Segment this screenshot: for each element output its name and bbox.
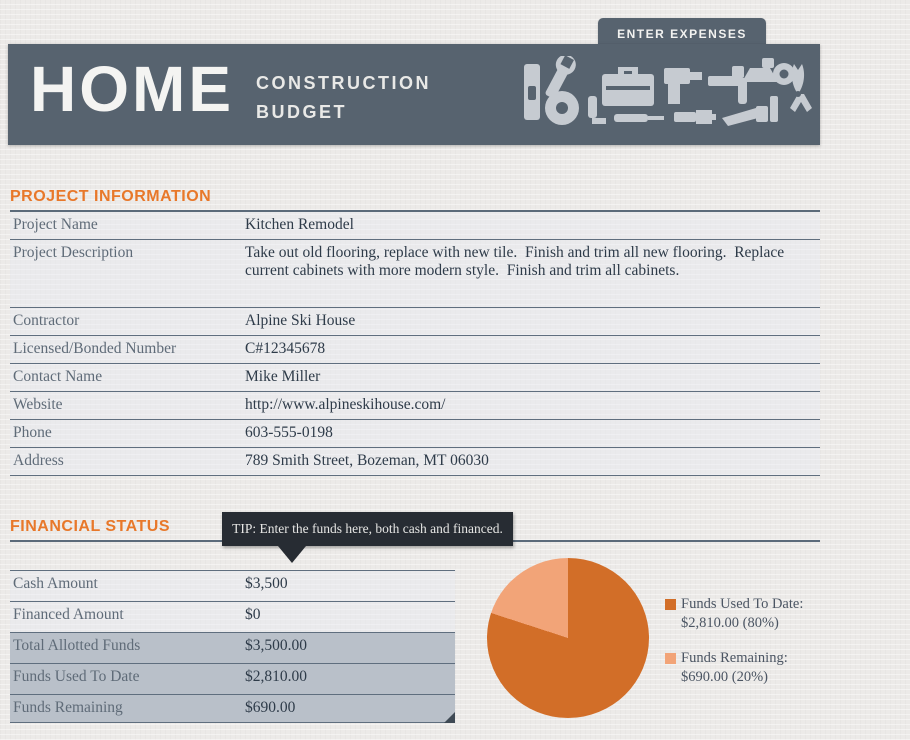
table-row: [10, 695, 455, 723]
banner-subtitle-line1: CONSTRUCTION: [256, 73, 431, 93]
table-row: [10, 240, 820, 308]
funds-used-swatch-icon: [665, 599, 676, 610]
funds-used-legend-label: Funds Used To Date:: [681, 596, 804, 612]
table-row: [10, 420, 820, 448]
table-row: [10, 633, 455, 664]
cash-amount-value[interactable]: $3,500: [245, 575, 288, 592]
project-name-value[interactable]: Kitchen Remodel: [245, 216, 354, 233]
contractor-label: Contractor: [13, 312, 80, 329]
project-name-label: Project Name: [13, 216, 98, 233]
website-value[interactable]: http://www.alpineskihouse.com/: [245, 396, 446, 413]
contact-name-label: Contact Name: [13, 368, 103, 385]
table-row: [10, 571, 455, 602]
funds-remaining-label: Funds Remaining: [13, 699, 123, 716]
funds-used-to-date-value: $2,810.00: [245, 668, 307, 685]
table-row: [10, 448, 820, 476]
project-description-value[interactable]: Take out old flooring, replace with new tile. Finish and trim all new flooring. Replace current cabinets with more modern style. Finish and trim all cabinets.: [245, 244, 788, 279]
project-description-label: Project Description: [13, 244, 134, 261]
banner-subtitle-line2: BUDGET: [256, 102, 347, 122]
header-banner: [8, 44, 820, 145]
funds-used-legend-value: $2,810.00 (80%): [681, 615, 779, 631]
phone-label: Phone: [13, 424, 52, 441]
total-allotted-funds-label: Total Allotted Funds: [13, 637, 141, 654]
contact-name-value[interactable]: Mike Miller: [245, 368, 321, 385]
pie-legend: [665, 595, 845, 703]
banner-subtitle: [256, 69, 431, 127]
funds-remaining-legend-value: $690.00 (20%): [681, 669, 768, 685]
banner-title: HOME: [30, 53, 234, 125]
address-label: Address: [13, 452, 64, 469]
funds-remaining-value: $690.00: [245, 699, 296, 716]
project-information-heading: PROJECT INFORMATION: [10, 188, 212, 205]
licensed-bonded-label: Licensed/Bonded Number: [13, 340, 177, 357]
enter-expenses-button[interactable]: ENTER EXPENSES: [598, 18, 766, 50]
cash-amount-label: Cash Amount: [13, 575, 98, 592]
licensed-bonded-value[interactable]: C#12345678: [245, 340, 326, 357]
table-row: [10, 602, 455, 633]
address-value[interactable]: 789 Smith Street, Bozeman, MT 06030: [245, 452, 489, 469]
tip-tooltip-text: TIP: Enter the funds here, both cash and financed.: [232, 521, 503, 536]
tip-tooltip: [222, 512, 513, 546]
table-row: [10, 364, 820, 392]
legend-item-funds-remaining: [665, 649, 845, 687]
table-row: [10, 392, 820, 420]
financial-status-table: [10, 571, 455, 723]
tools-icon: [522, 56, 814, 139]
table-resize-handle[interactable]: [444, 712, 455, 723]
financed-amount-label: Financed Amount: [13, 606, 124, 623]
table-row: [10, 336, 820, 364]
website-label: Website: [13, 396, 63, 413]
funds-used-to-date-label: Funds Used To Date: [13, 668, 140, 685]
financial-status-heading: FINANCIAL STATUS: [10, 518, 170, 535]
financial-table-top-rule: [10, 570, 455, 571]
table-row: [10, 212, 820, 240]
pie-chart: [487, 558, 649, 718]
table-row: [10, 308, 820, 336]
funds-remaining-swatch-icon: [665, 653, 676, 664]
phone-value[interactable]: 603-555-0198: [245, 424, 333, 441]
table-row: [10, 664, 455, 695]
legend-item-funds-used: [665, 595, 845, 633]
project-information-table: [10, 212, 820, 476]
total-allotted-funds-value: $3,500.00: [245, 637, 307, 654]
contractor-value[interactable]: Alpine Ski House: [245, 312, 356, 329]
funds-remaining-legend-label: Funds Remaining:: [681, 650, 788, 666]
financed-amount-value[interactable]: $0: [245, 606, 261, 623]
